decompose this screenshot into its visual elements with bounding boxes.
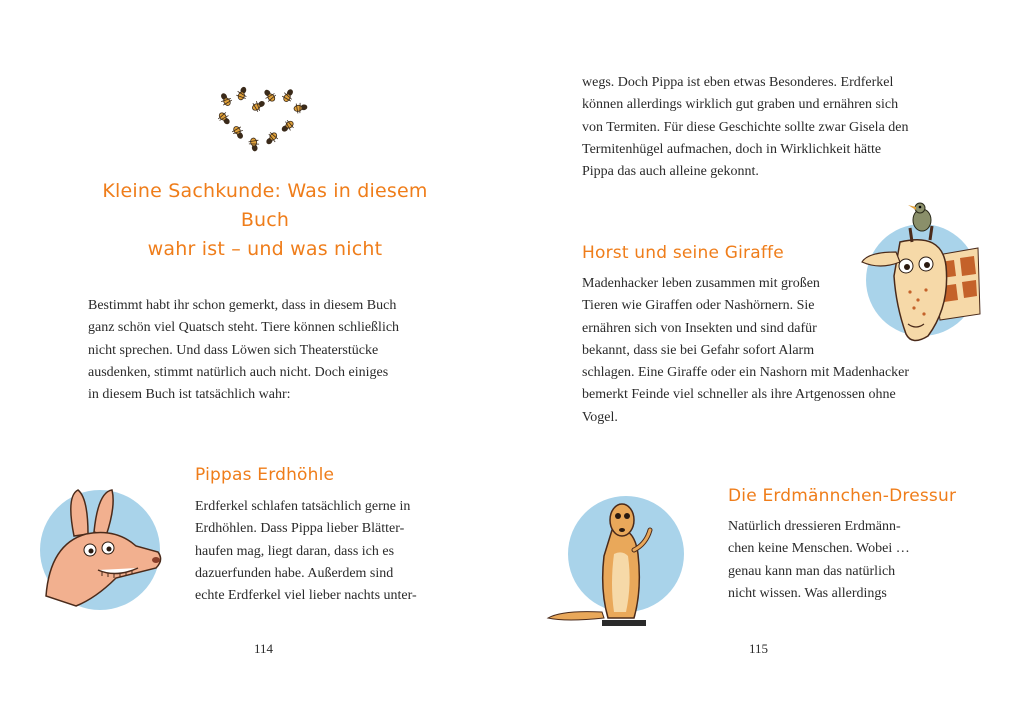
right-page (510, 0, 1020, 720)
page-number-left: 114 (254, 641, 274, 656)
section-heading-horst-giraffe: Horst und seine Giraffe (582, 243, 784, 263)
section-heading-pippas-erdhoehle: Pippas Erdhöhle (195, 465, 335, 485)
section-paragraph-erdferkel: Erdferkel schlafen tatsächlich gerne in Erdhöhlen. Dass Pippa lieber Blätter- haufen mag, liegt daran, dass ich es dazuerfunden habe. Außerdem sind echte Erdferkel viel lieber nachts unter- (195, 499, 417, 604)
section-heading-erdmaennchen-dressur: Die Erdmännchen-Dressur (728, 486, 957, 506)
meerkat-illustration (542, 494, 692, 634)
aardvark-illustration (36, 486, 166, 616)
section-paragraph-erdmaennchen: Natürlich dressieren Erdmänn- chen keine Menschen. Wobei … genau kann man das natürlich nicht wissen. Was allerdings (728, 519, 910, 601)
section-paragraph-madenhacker: Madenhacker leben zusammen mit großen Tieren wie Giraffen oder Nashörnern. Sie ernähren sich von Insekten und sind dafür bekannt, dass sie bei Gefahr sofort Alarm schlagen. Eine Giraffe oder ein Nashorn mit Madenhacker bemerkt Feinde viel schneller als ihre Artgenossen ohne Vogel. (582, 276, 910, 425)
page-number-right: 115 (749, 641, 769, 656)
giraffe-with-bird-illustration (850, 196, 985, 346)
continued-paragraph: wegs. Doch Pippa ist eben etwas Besonderes. Erdferkel können allerdings wirklich gut graben und ernähren sich von Termiten. Für diese Geschichte sollte zwar Gisela den Termitenhügel aufmachen, doch in Wirklichkeit hätte Pippa das auch alleine gekonnt. (582, 75, 909, 180)
page-title: Kleine Sachkunde: Was in diesem Buch wahr ist – und was nicht (102, 180, 428, 260)
intro-paragraph: Bestimmt habt ihr schon gemerkt, dass in diesem Buch ganz schön viel Quatsch steht. Tiere können schließlich nicht sprechen. Und dass Löwen sich Theaterstücke ausdenken, stimmt natürlich auch nicht. Doch einiges in diesem Buch ist tatsächlich wahr: (88, 298, 400, 403)
ant-heart-ornament-icon (214, 86, 310, 156)
